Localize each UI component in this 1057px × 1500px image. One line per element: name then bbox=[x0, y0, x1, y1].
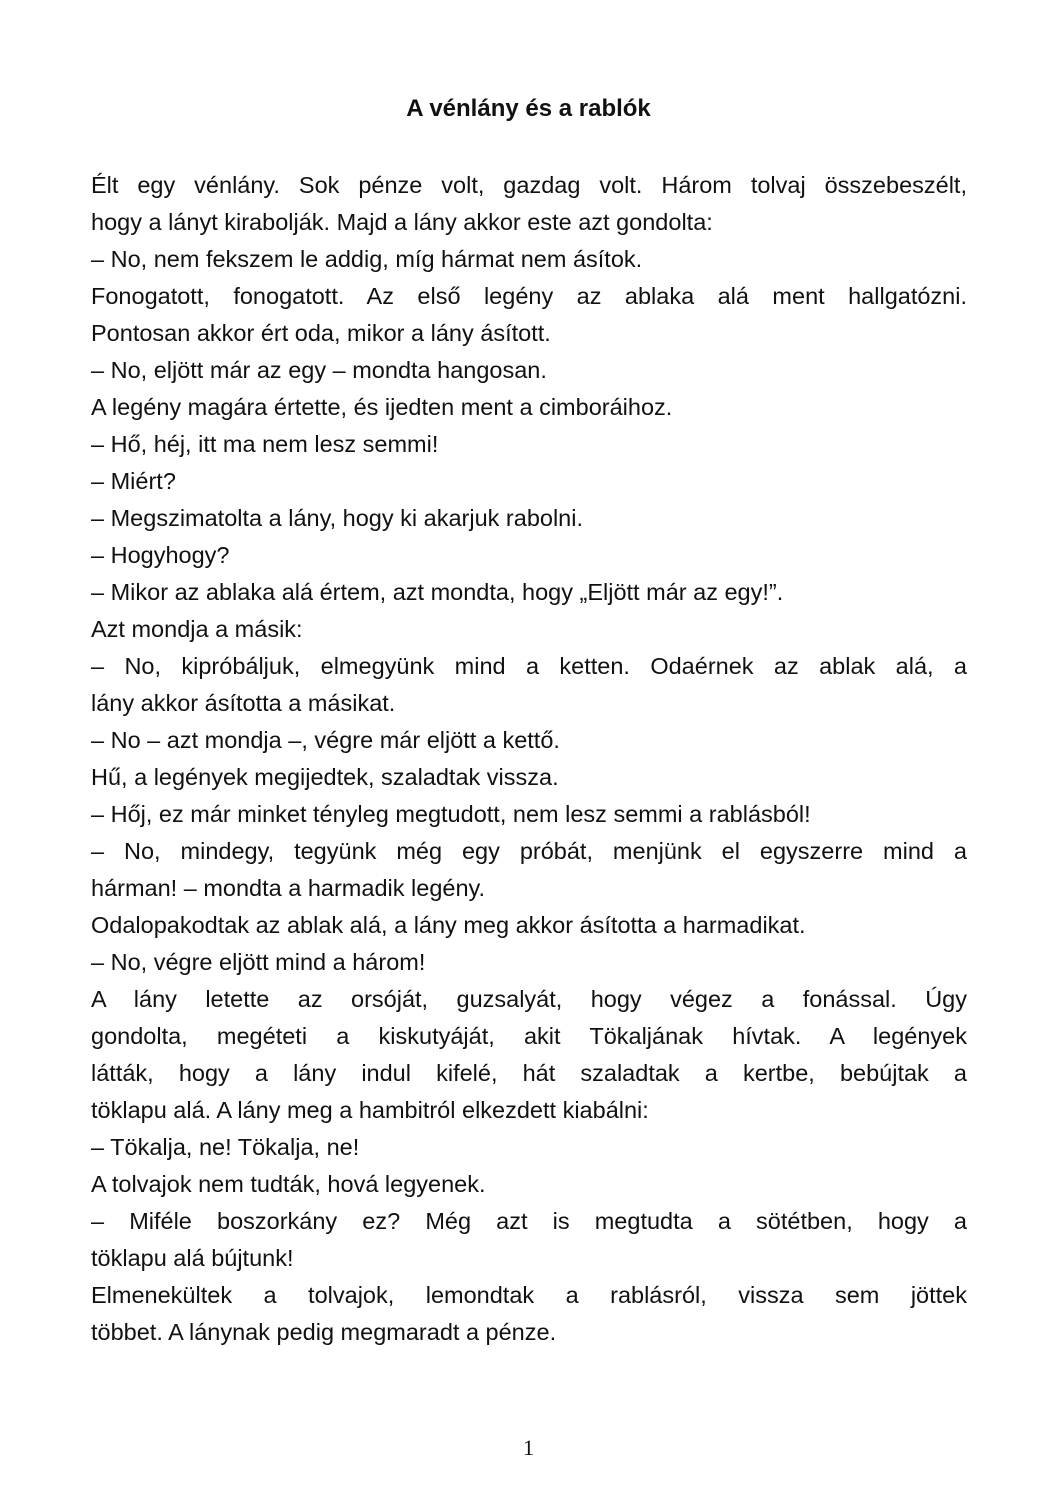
story-line: – No, kipróbáljuk, elmegyünk mind a ketten. Odaérnek az ablak alá, a bbox=[91, 653, 967, 679]
story-line: – Hogyhogy? bbox=[91, 542, 230, 568]
story-line: hogy a lányt kirabolják. Majd a lány akkor este azt gondolta: bbox=[91, 209, 713, 235]
story-line: A legény magára értette, és ijedten ment a cimboráihoz. bbox=[91, 394, 673, 420]
story-line: – No, végre eljött mind a három! bbox=[91, 949, 426, 975]
story-line: többet. A lánynak pedig megmaradt a pénze. bbox=[91, 1319, 557, 1345]
page-number: 1 bbox=[523, 1435, 534, 1460]
story-line: Hű, a legények megijedtek, szaladtak vissza. bbox=[91, 764, 559, 790]
story-line: – No – azt mondja –, végre már eljött a kettő. bbox=[91, 727, 560, 753]
story-line: – Miféle boszorkány ez? Még azt is megtudta a sötétben, hogy a bbox=[91, 1208, 967, 1234]
story-line: töklapu alá bújtunk! bbox=[91, 1245, 294, 1271]
story-line: – No, eljött már az egy – mondta hangosan. bbox=[91, 357, 547, 383]
story-line: lány akkor ásította a másikat. bbox=[91, 690, 396, 716]
story-line: A tolvajok nem tudták, hová legyenek. bbox=[91, 1171, 486, 1197]
story-line: – Mikor az ablaka alá értem, azt mondta, hogy „Eljött már az egy!”. bbox=[91, 579, 784, 605]
story-line: gondolta, megéteti a kiskutyáját, akit Tökaljának hívtak. A legények bbox=[91, 1023, 967, 1049]
story-line: Pontosan akkor ért oda, mikor a lány ásított. bbox=[91, 320, 551, 346]
page-title: A vénlány és a rablók bbox=[406, 95, 651, 122]
story-line: – Tökalja, ne! Tökalja, ne! bbox=[91, 1134, 360, 1160]
story-line: A lány letette az orsóját, guzsalyát, hogy végez a fonással. Úgy bbox=[91, 986, 967, 1012]
story-line: – Hő, héj, itt ma nem lesz semmi! bbox=[91, 431, 439, 457]
story-line: Elmenekültek a tolvajok, lemondtak a rablásról, vissza sem jöttek bbox=[91, 1282, 967, 1308]
story-line: Fonogatott, fonogatott. Az első legény az ablaka alá ment hallgatózni. bbox=[91, 283, 967, 309]
story-line: – Hőj, ez már minket tényleg megtudott, nem lesz semmi a rablásból! bbox=[91, 801, 811, 827]
story-line: Odalopakodtak az ablak alá, a lány meg akkor ásította a harmadikat. bbox=[91, 912, 806, 938]
story-line: Azt mondja a másik: bbox=[91, 616, 303, 642]
story-line: – Miért? bbox=[91, 468, 176, 494]
story-line: látták, hogy a lány indul kifelé, hát szaladtak a kertbe, bebújtak a bbox=[91, 1060, 967, 1086]
story-line: – Megszimatolta a lány, hogy ki akarjuk rabolni. bbox=[91, 505, 583, 531]
story-line: hárman! – mondta a harmadik legény. bbox=[91, 875, 486, 901]
story-body bbox=[91, 167, 967, 1351]
story-line: töklapu alá. A lány meg a hambitról elkezdett kiabálni: bbox=[91, 1097, 649, 1123]
story-line: – No, mindegy, tegyünk még egy próbát, menjünk el egyszerre mind a bbox=[91, 838, 967, 864]
story-line: Élt egy vénlány. Sok pénze volt, gazdag volt. Három tolvaj összebeszélt, bbox=[91, 172, 967, 198]
story-line: – No, nem fekszem le addig, míg hármat nem ásítok. bbox=[91, 246, 643, 272]
